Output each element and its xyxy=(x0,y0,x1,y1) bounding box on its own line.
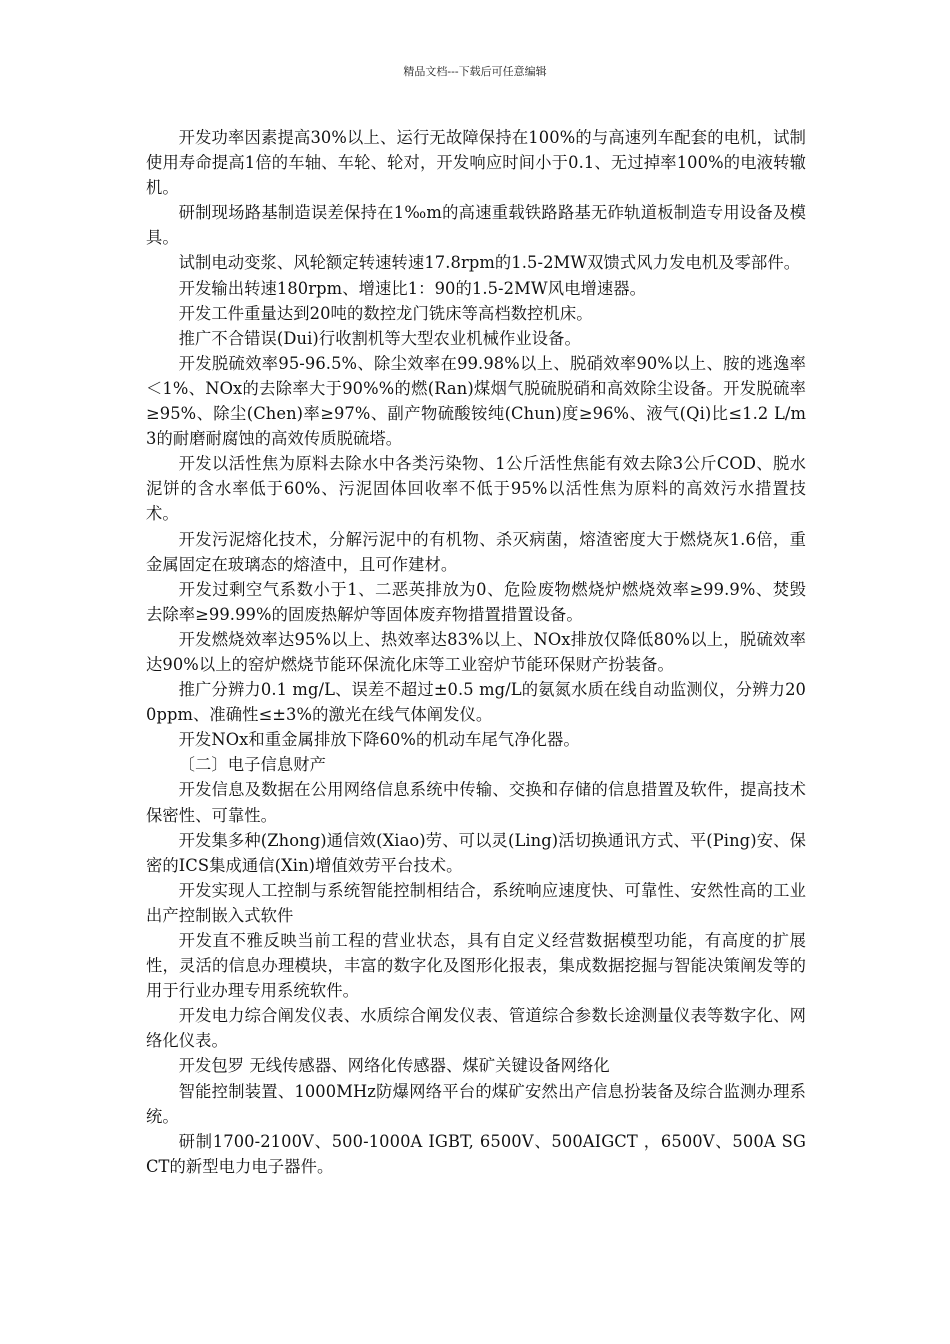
paragraph-management-software: 开发直不雅反映当前工程的营业状态，具有自定义经营数据模型功能，有高度的扩展性，灵活的信息办理模块，丰富的数字化及图形化报表，集成数据挖掘与智能决策阐发等的用于行业办理专用系统软件。 xyxy=(146,931,806,1001)
paragraph-sensors: 开发包罗 无线传感器、网络化传感器、煤矿关键设备网络化 xyxy=(178,1056,610,1076)
paragraph-sludge-melting: 开发污泥熔化技术，分解污泥中的有机物、杀灭病菌，熔渣密度大于燃烧灰1.6倍，重金属固定在玻璃态的熔渣中，且可作建材。 xyxy=(146,529,806,574)
paragraph-pyrolysis-furnace: 开发过剩空气系数小于1、二恶英排放为0、危险废物燃烧炉燃烧效率≥99.9%、焚毁去除率≥99.99%的固废热解炉等固体废弃物措置措置设备。 xyxy=(146,579,806,624)
paragraph-wind-gearbox: 开发输出转速180rpm、增速比1：90的1.5-2MW风电增速器。 xyxy=(178,278,647,298)
paragraph-exhaust-purifier: 开发NOx和重金属排放下降60%的机动车尾气净化器。 xyxy=(178,730,580,750)
paragraph-power-electronics: 研制1700-2100V、500-1000A IGBT, 6500V、500AIGCT ，6500V、500A SGCT的新型电力电子器件。 xyxy=(146,1131,806,1176)
paragraph-desulfurization: 开发脱硫效率95-96.5%、除尘效率在99.98%以上、脱硝效率90%以上、胺的逃逸率＜1%、NOx的去除率大于90%%的燃(Ran)煤烟气脱硫脱硝和高效除尘设备。开发脱硫率≥95%、除尘(Chen)率≥97%、副产物硫酸铵纯(Chun)度≥96%、液气(Qi)比≤1.2 L/m3的耐磨耐腐蚀的高效传质脱硫塔。 xyxy=(146,353,806,449)
paragraph-cnc-milling: 开发工件重量达到20吨的数控龙门铣床等高档数控机床。 xyxy=(178,303,593,323)
paragraph-info-security: 开发信息及数据在公用网络信息系统中传输、交换和存储的信息措置及软件，提高技术保密性、可靠性。 xyxy=(146,780,806,825)
paragraph-traction-motor: 开发功率因素提高30%以上、运行无故障保持在100%的与高速列车配套的电机，试制使用寿命提高1倍的车轴、车轮、轮对，开发响应时间小于0.1、无过掉率100%的电液转辙机。 xyxy=(146,128,806,198)
paragraph-kiln-combustion: 开发燃烧效率达95%以上、热效率达83%以上、NOx排放仅降低80%以上，脱硫效率达90%以上的窑炉燃烧节能环保流化床等工业窑炉节能环保财产扮装备。 xyxy=(146,629,806,674)
page-header: 精品文档---下载后可任意编辑 xyxy=(403,65,547,78)
paragraph-track-slab: 研制现场路基制造误差保持在1‰m的高速重载铁路路基无砟轨道板制造专用设备及模具。 xyxy=(146,203,806,248)
paragraph-activated-coke: 开发以活性焦为原料去除水中各类污染物、1公斤活性焦能有效去除3公斤COD、脱水泥饼的含水率低于60%、污泥固体回收率不低于95%以活性焦为原料的高效污水措置技术。 xyxy=(146,454,806,524)
paragraph-water-monitor: 推广分辨力0.1 mg/L、误差不超过±0.5 mg/L的氨氮水质在线自动监测仪，分辨力200ppm、准确性≤±3%的激光在线气体阐发仪。 xyxy=(146,680,806,725)
paragraph-ics-platform: 开发集多种(Zhong)通信效(Xiao)劳、可以灵(Ling)活切换通讯方式、平(Ping)安、保密的ICS集成通信(Xin)增值效劳平台技术。 xyxy=(146,830,806,875)
paragraph-instruments: 开发电力综合阐发仪表、水质综合阐发仪表、管道综合参数长途测量仪表等数字化、网络化仪表。 xyxy=(146,1006,806,1051)
document-body xyxy=(146,125,806,1179)
paragraph-harvester: 推广不合错误(Dui)行收割机等大型农业机械作业设备。 xyxy=(178,328,581,348)
section-heading-electronics: 〔二〕电子信息财产 xyxy=(178,755,327,775)
paragraph-mine-safety: 智能控制装置、1000MHz防爆网络平台的煤矿安然出产信息扮装备及综合监测办理系统。 xyxy=(146,1081,806,1126)
paragraph-embedded-software: 开发实现人工控制与系统智能控制相结合，系统响应速度快、可靠性、安然性高的工业出产控制嵌入式软件 xyxy=(146,880,806,925)
paragraph-wind-generator: 试制电动变浆、风轮额定转速转速17.8rpm的1.5-2MW双馈式风力发电机及零部件。 xyxy=(178,253,801,273)
